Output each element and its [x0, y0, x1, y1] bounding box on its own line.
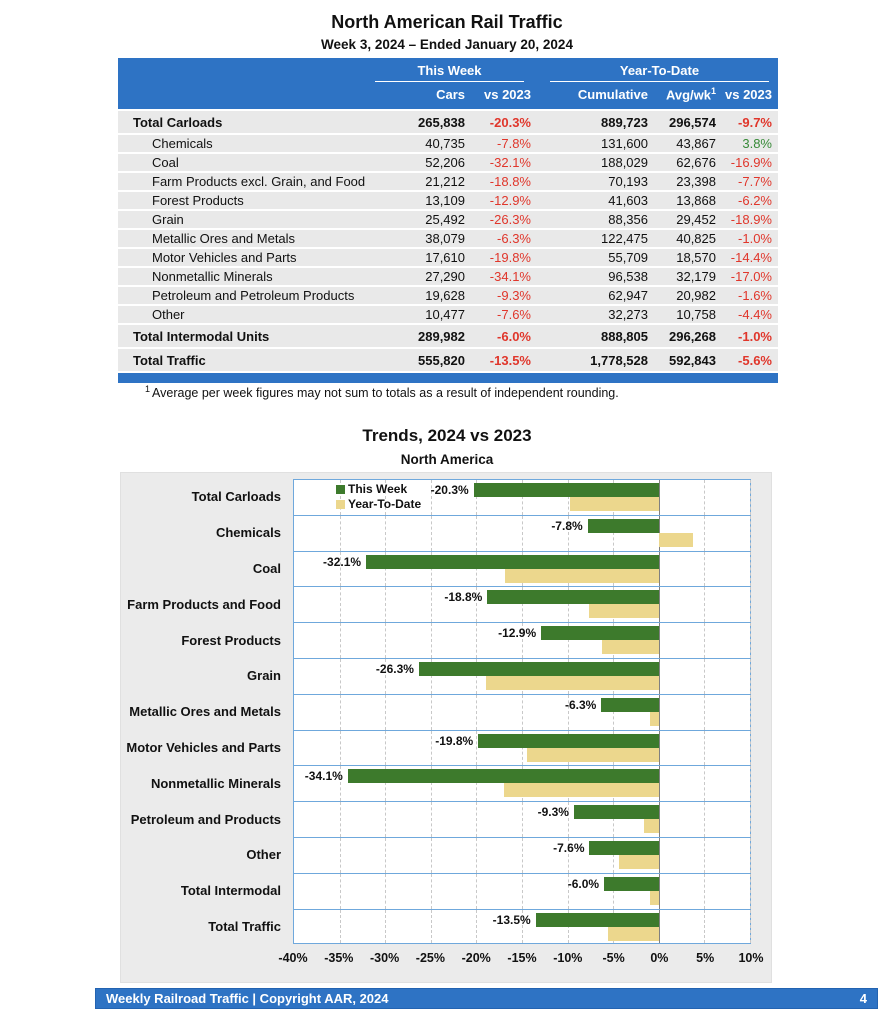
cell-avg-wk: 29,452	[676, 212, 716, 227]
gridline	[431, 838, 432, 873]
cell-avg-wk: 296,268	[669, 328, 716, 344]
x-axis-tick: -5%	[602, 951, 625, 966]
chart-band	[293, 551, 751, 587]
cell-ytd-vs2023: -1.6%	[738, 288, 772, 303]
cell-cumulative: 888,805	[601, 328, 648, 344]
table-column-header-row	[118, 84, 778, 104]
bar-this-week	[366, 555, 659, 569]
bar-value-label: -9.3%	[537, 805, 569, 820]
cell-cars: 289,982	[418, 328, 465, 344]
zero-line	[659, 910, 660, 944]
gridline	[476, 874, 477, 909]
category-label: Total Intermodal	[180, 883, 281, 899]
chart-band	[293, 479, 751, 515]
chart-band	[293, 909, 751, 945]
gridline	[385, 587, 386, 622]
cell-week-vs2023: -34.1%	[489, 269, 531, 284]
cell-week-vs2023: -12.9%	[489, 193, 531, 208]
category-label: Forest Products	[181, 632, 281, 648]
zero-line	[659, 695, 660, 730]
cell-cumulative: 96,538	[608, 269, 648, 284]
cell-avg-wk: 18,570	[676, 250, 716, 265]
footnote	[145, 384, 619, 400]
legend-item-year-to-date	[336, 497, 421, 512]
gridline	[431, 587, 432, 622]
zero-line	[659, 766, 660, 801]
chart-row	[121, 837, 751, 873]
cell-ytd-vs2023: -14.4%	[730, 250, 772, 265]
rail-traffic-table	[118, 58, 778, 383]
footnote-superscript: 1	[145, 384, 151, 394]
table-row	[118, 135, 778, 152]
cell-ytd-vs2023: -7.7%	[738, 174, 772, 189]
page-title: North American Rail Traffic	[331, 12, 563, 32]
chart-plot-area	[121, 479, 751, 944]
bar-year-to-date	[619, 855, 659, 869]
cell-cars: 38,079	[425, 231, 465, 246]
chart-band	[293, 622, 751, 658]
cell-week-vs2023: -9.3%	[497, 288, 531, 303]
bar-value-label: -7.8%	[551, 518, 583, 533]
bar-this-week	[348, 769, 659, 783]
table-group-header-row	[118, 62, 778, 84]
table-row	[118, 287, 778, 304]
gridline	[340, 623, 341, 658]
bar-this-week	[536, 913, 659, 927]
gridline	[431, 516, 432, 551]
gridline	[340, 874, 341, 909]
gridline	[750, 802, 751, 837]
bar-year-to-date	[589, 604, 659, 618]
category-label: Total Traffic	[208, 918, 281, 934]
gridline	[385, 910, 386, 944]
cell-ytd-vs2023: -17.0%	[730, 269, 772, 284]
bar-this-week	[601, 698, 658, 712]
cell-ytd-vs2023: -5.6%	[738, 352, 772, 368]
gridline	[385, 802, 386, 837]
gridline	[385, 516, 386, 551]
bar-year-to-date	[650, 712, 659, 726]
chart-row	[121, 730, 751, 766]
row-label: Total Intermodal Units	[133, 328, 270, 344]
zero-line	[659, 838, 660, 873]
gridline	[750, 659, 751, 694]
row-label: Petroleum and Petroleum Products	[152, 288, 355, 303]
cell-ytd-vs2023: -6.2%	[738, 193, 772, 208]
chart-row	[121, 658, 751, 694]
category-label: Nonmetallic Minerals	[150, 775, 281, 791]
cell-cars: 40,735	[425, 136, 465, 151]
x-axis-tick: -20%	[461, 951, 491, 966]
zero-line	[659, 874, 660, 909]
row-label: Total Carloads	[133, 114, 223, 130]
cell-avg-wk: 23,398	[676, 174, 716, 189]
column-header-ytd-vs2023: vs 2023	[725, 86, 772, 102]
cell-ytd-vs2023: -18.9%	[730, 212, 772, 227]
bar-year-to-date	[504, 783, 659, 797]
chart-row	[121, 801, 751, 837]
zero-line	[659, 480, 660, 515]
chart-row	[121, 694, 751, 730]
chart-row	[121, 479, 751, 515]
table-row	[118, 211, 778, 228]
zero-line	[659, 659, 660, 694]
table-row	[118, 349, 778, 371]
x-axis-tick: 5%	[696, 951, 715, 966]
gridline	[340, 838, 341, 873]
gridline	[431, 874, 432, 909]
legend-swatch-year-to-date	[336, 500, 345, 509]
table-header	[118, 58, 778, 109]
cell-ytd-vs2023: -4.4%	[738, 307, 772, 322]
category-label: Total Carloads	[191, 489, 281, 505]
column-header-week-vs2023: vs 2023	[484, 86, 531, 102]
chart-row	[121, 551, 751, 587]
gridline	[431, 802, 432, 837]
cell-cumulative: 889,723	[601, 114, 648, 130]
gridline	[704, 766, 705, 801]
gridline	[385, 874, 386, 909]
cell-week-vs2023: -26.3%	[489, 212, 531, 227]
cell-week-vs2023: -13.5%	[489, 352, 531, 368]
cell-week-vs2023: -6.0%	[497, 328, 531, 344]
column-header-avg-wk: Avg/$wk^1$	[665, 85, 716, 103]
bar-this-week	[478, 734, 659, 748]
bar-year-to-date	[644, 819, 659, 833]
table-row	[118, 249, 778, 266]
chart-row	[121, 909, 751, 945]
cell-week-vs2023: -20.3%	[489, 114, 531, 130]
row-label: Nonmetallic Minerals	[152, 269, 273, 284]
cell-cumulative: 70,193	[608, 174, 648, 189]
table-row	[118, 306, 778, 323]
x-axis-tick: 0%	[650, 951, 669, 966]
cell-avg-wk: 296,574	[669, 114, 716, 130]
bar-this-week	[487, 590, 658, 604]
row-label: Farm Products excl. Grain, and Food	[152, 174, 366, 189]
chart-row	[121, 622, 751, 658]
gridline	[704, 838, 705, 873]
legend-swatch-this-week	[336, 485, 345, 494]
chart-row	[121, 515, 751, 551]
cell-cumulative: 41,603	[608, 193, 648, 208]
bar-value-label: -20.3%	[430, 483, 469, 497]
table-row	[118, 268, 778, 285]
gridline	[476, 623, 477, 658]
row-label: Grain	[152, 212, 184, 227]
bar-value-label: -26.3%	[375, 661, 414, 676]
cell-cumulative: 1,778,528	[590, 352, 648, 368]
gridline	[750, 731, 751, 766]
cell-ytd-vs2023: -16.9%	[730, 155, 772, 170]
gridline	[340, 516, 341, 551]
chart-row	[121, 586, 751, 622]
cell-cars: 21,212	[425, 174, 465, 189]
cell-week-vs2023: -7.8%	[497, 136, 531, 151]
column-header-cars: Cars	[436, 86, 465, 102]
cell-cumulative: 131,600	[601, 136, 648, 151]
gridline	[522, 802, 523, 837]
gridline	[522, 516, 523, 551]
cell-cars: 52,206	[425, 155, 465, 170]
chart-band	[293, 658, 751, 694]
bar-year-to-date	[659, 533, 694, 547]
cell-week-vs2023: -7.6%	[497, 307, 531, 322]
cell-cars: 13,109	[425, 193, 465, 208]
bar-value-label: -19.8%	[435, 733, 474, 748]
zero-line	[659, 731, 660, 766]
table-row	[118, 154, 778, 171]
gridline	[704, 623, 705, 658]
x-axis-tick: 10%	[738, 951, 764, 966]
table-row	[118, 192, 778, 209]
cell-week-vs2023: -32.1%	[489, 155, 531, 170]
bar-this-week	[588, 519, 659, 533]
bar-year-to-date	[608, 927, 659, 941]
gridline	[340, 695, 341, 730]
category-label: Motor Vehicles and Parts	[126, 739, 281, 755]
cell-cars: 555,820	[418, 352, 465, 368]
gridline	[431, 910, 432, 944]
gridline	[385, 838, 386, 873]
gridline	[750, 587, 751, 622]
bar-this-week	[589, 841, 658, 855]
row-label: Other	[152, 307, 185, 322]
category-label: Metallic Ores and Metals	[129, 704, 281, 720]
gridline	[385, 623, 386, 658]
group-header-this-week: This Week	[368, 63, 531, 84]
gridline	[704, 802, 705, 837]
bar-this-week	[474, 483, 659, 497]
gridline	[385, 695, 386, 730]
gridline	[476, 695, 477, 730]
gridline	[522, 838, 523, 873]
category-label: Petroleum and Products	[130, 811, 281, 827]
cell-cars: 265,838	[418, 114, 465, 130]
bar-this-week	[541, 626, 659, 640]
trends-chart	[120, 472, 772, 983]
gridline	[476, 910, 477, 944]
bar-value-label: -13.5%	[492, 912, 531, 927]
cell-ytd-vs2023: -1.0%	[738, 231, 772, 246]
gridline	[704, 695, 705, 730]
legend-label: This Week	[348, 482, 408, 496]
gridline	[750, 695, 751, 730]
gridline	[340, 587, 341, 622]
gridline	[704, 587, 705, 622]
chart-legend	[336, 482, 421, 512]
chart-band	[293, 730, 751, 766]
gridline	[750, 623, 751, 658]
bar-year-to-date	[570, 497, 658, 511]
cell-ytd-vs2023: -9.7%	[738, 114, 772, 130]
cell-cumulative: 188,029	[601, 155, 648, 170]
category-label: Other	[246, 847, 281, 863]
gridline	[340, 910, 341, 944]
cell-cumulative: 122,475	[601, 231, 648, 246]
page-subtitle: Week 3, 2024 – Ended January 20, 2024	[321, 37, 573, 52]
zero-line	[659, 623, 660, 658]
cell-ytd-vs2023: -1.0%	[738, 328, 772, 344]
category-label: Grain	[247, 668, 281, 684]
footer-text: Weekly Railroad Traffic | Copyright AAR, 2024	[106, 991, 389, 1006]
gridline	[750, 480, 751, 515]
gridline	[704, 480, 705, 515]
cell-cars: 10,477	[425, 307, 465, 322]
bar-value-label: -34.1%	[304, 769, 343, 784]
cell-avg-wk: 10,758	[676, 307, 716, 322]
legend-item-this-week	[336, 482, 421, 497]
gridline	[476, 838, 477, 873]
bar-year-to-date	[602, 640, 659, 654]
group-header-year-to-date: Year-To-Date	[541, 63, 778, 84]
cell-cars: 17,610	[425, 250, 465, 265]
gridline	[704, 659, 705, 694]
x-axis-tick: -30%	[370, 951, 400, 966]
row-label: Forest Products	[152, 193, 244, 208]
bar-value-label: -18.8%	[444, 590, 483, 605]
chart-band	[293, 515, 751, 551]
gridline	[431, 731, 432, 766]
chart-row	[121, 873, 751, 909]
bar-value-label: -32.1%	[323, 554, 362, 569]
legend-label: Year-To-Date	[348, 497, 422, 511]
bar-year-to-date	[650, 891, 659, 905]
category-label: Coal	[252, 560, 281, 576]
cell-cumulative: 55,709	[608, 250, 648, 265]
zero-line	[659, 587, 660, 622]
zero-line	[659, 552, 660, 587]
x-axis-tick: -40%	[278, 951, 308, 966]
cell-avg-wk: 62,676	[676, 155, 716, 170]
row-label: Chemicals	[152, 136, 213, 151]
bar-year-to-date	[486, 676, 658, 690]
chart-band	[293, 586, 751, 622]
chart-row	[121, 765, 751, 801]
column-header-cumulative: Cumulative	[577, 86, 648, 102]
gridline	[431, 623, 432, 658]
cell-cars: 19,628	[425, 288, 465, 303]
chart-band	[293, 873, 751, 909]
report-header	[0, 12, 894, 52]
gridline	[476, 802, 477, 837]
gridline	[431, 695, 432, 730]
table-body	[118, 111, 778, 371]
bar-value-label: -6.0%	[567, 876, 600, 891]
chart-subtitle: North America	[400, 452, 494, 467]
x-axis-tick: -25%	[415, 951, 445, 966]
category-label: Chemicals	[215, 525, 281, 541]
zero-line	[659, 802, 660, 837]
gridline	[750, 874, 751, 909]
bar-this-week	[574, 805, 659, 819]
cell-ytd-vs2023: 3.8%	[742, 136, 772, 151]
page-footer	[95, 988, 878, 1009]
table-row	[118, 111, 778, 133]
gridline	[340, 802, 341, 837]
cell-week-vs2023: -18.8%	[489, 174, 531, 189]
x-axis-tick: -35%	[324, 951, 354, 966]
cell-avg-wk: 592,843	[669, 352, 716, 368]
cell-cumulative: 32,273	[608, 307, 648, 322]
cell-cars: 25,492	[425, 212, 465, 227]
bar-value-label: -6.3%	[565, 697, 597, 712]
gridline	[522, 695, 523, 730]
cell-avg-wk: 43,867	[676, 136, 716, 151]
gridline	[750, 838, 751, 873]
x-axis	[278, 944, 764, 970]
row-label: Coal	[152, 155, 179, 170]
gridline	[704, 874, 705, 909]
cell-avg-wk: 40,825	[676, 231, 716, 246]
gridline	[385, 731, 386, 766]
chart-title: Trends, 2024 vs 2023	[362, 426, 532, 445]
gridline	[704, 731, 705, 766]
chart-band	[293, 765, 751, 801]
gridline	[750, 910, 751, 944]
cell-avg-wk: 32,179	[676, 269, 716, 284]
cell-week-vs2023: -6.3%	[497, 231, 531, 246]
x-axis-tick: -15%	[507, 951, 537, 966]
row-label: Metallic Ores and Metals	[152, 231, 296, 246]
table-row	[118, 173, 778, 190]
footnote-text: Average per week figures may not sum to totals as a result of independent rounding.	[152, 386, 619, 401]
cell-avg-wk: 20,982	[676, 288, 716, 303]
row-label: Total Traffic	[133, 352, 206, 368]
gridline	[704, 910, 705, 944]
gridline	[750, 516, 751, 551]
bar-year-to-date	[527, 748, 658, 762]
footer-page-number: 4	[859, 991, 867, 1006]
gridline	[340, 731, 341, 766]
chart-band	[293, 694, 751, 730]
cell-cumulative: 88,356	[608, 212, 648, 227]
bar-value-label: -12.9%	[498, 626, 537, 641]
gridline	[340, 659, 341, 694]
chart-band	[293, 801, 751, 837]
cell-week-vs2023: -19.8%	[489, 250, 531, 265]
x-axis-tick: -10%	[553, 951, 583, 966]
bar-this-week	[419, 662, 659, 676]
gridline	[750, 552, 751, 587]
gridline	[522, 874, 523, 909]
cell-cars: 27,290	[425, 269, 465, 284]
bar-this-week	[604, 877, 659, 891]
table-bottom-bar	[118, 373, 778, 383]
cell-cumulative: 62,947	[608, 288, 648, 303]
gridline	[704, 552, 705, 587]
bar-year-to-date	[505, 569, 659, 583]
table-row	[118, 325, 778, 347]
gridline	[750, 766, 751, 801]
table-row	[118, 230, 778, 247]
row-label: Motor Vehicles and Parts	[152, 250, 297, 265]
bar-value-label: -7.6%	[553, 840, 585, 855]
category-label: Farm Products and Food	[127, 596, 281, 612]
gridline	[476, 516, 477, 551]
gridline	[704, 516, 705, 551]
cell-avg-wk: 13,868	[676, 193, 716, 208]
chart-band	[293, 837, 751, 873]
